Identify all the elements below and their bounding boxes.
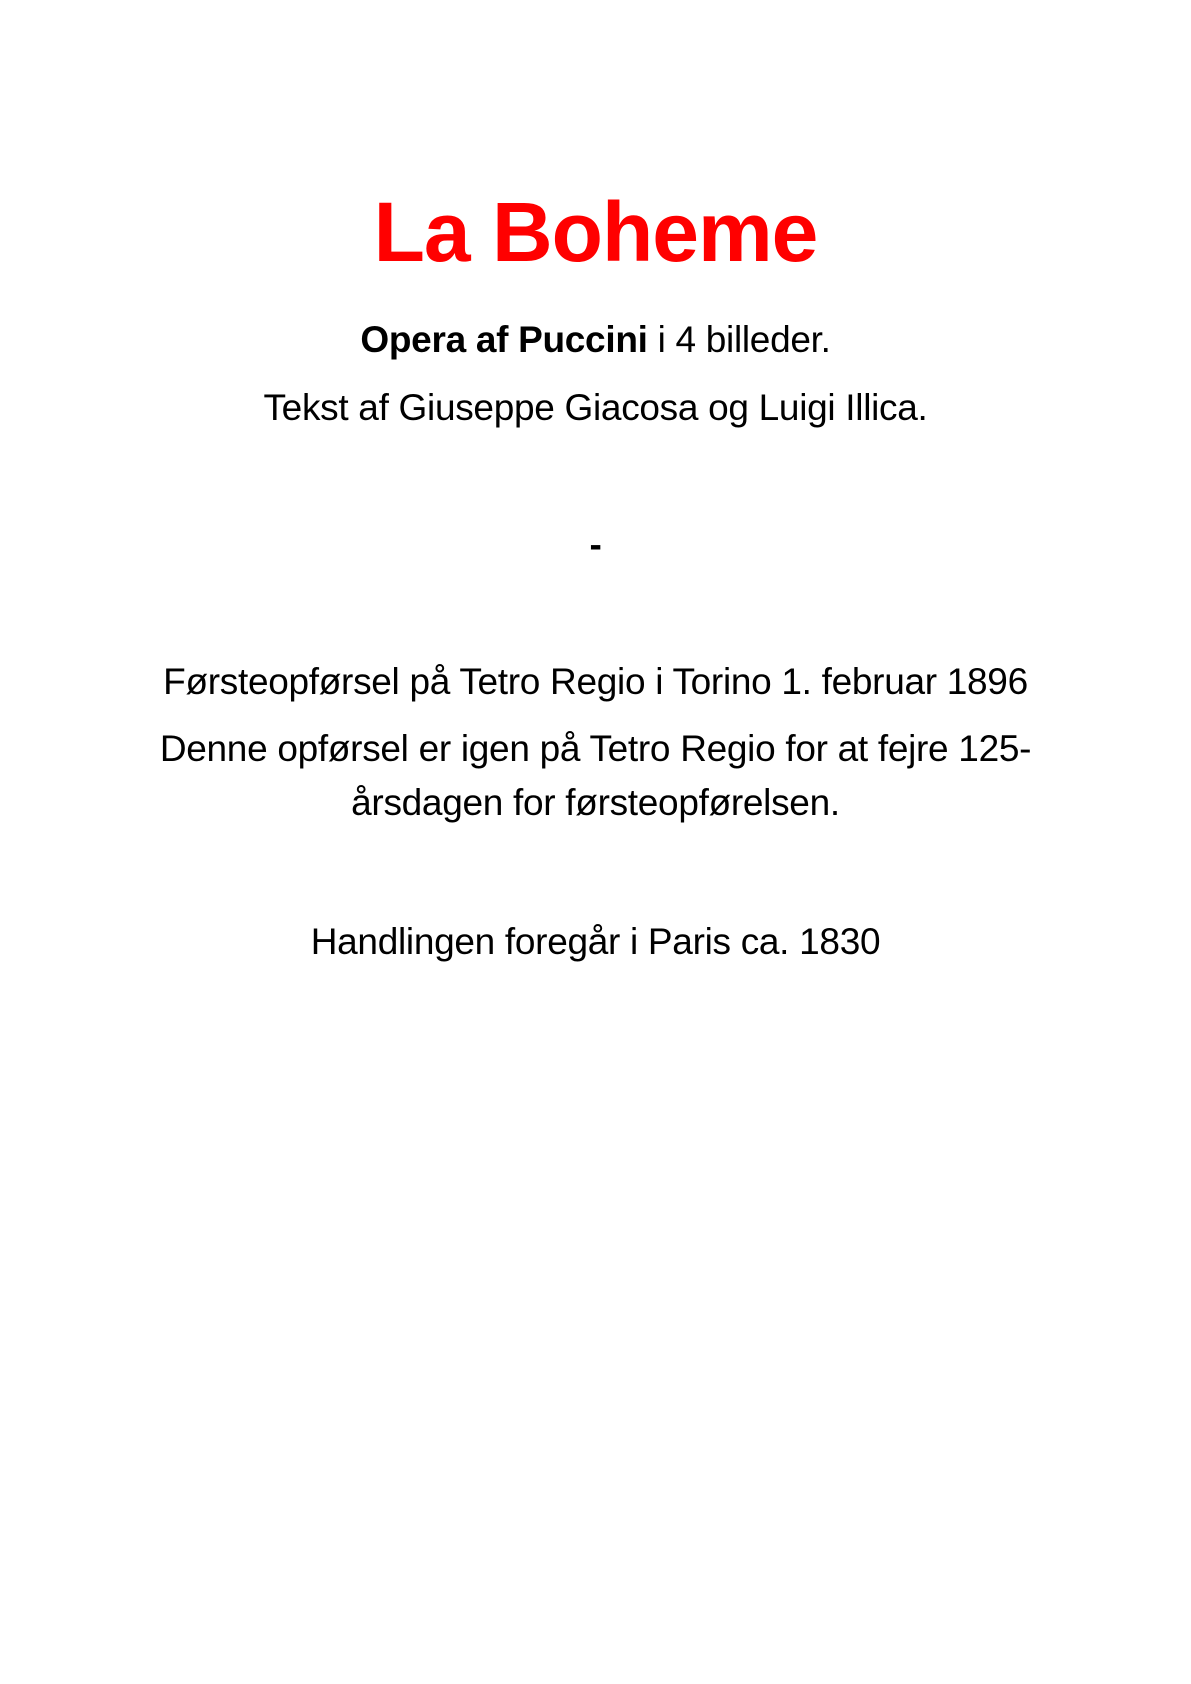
separator-dash: - [589, 524, 602, 565]
anniversary-paragraph [0, 722, 1191, 830]
anniversary-line-2: årsdagen for førsteopførelsen. [351, 782, 840, 823]
librettists-line: Tekst af Giuseppe Giacosa og Luigi Illica. [263, 387, 928, 428]
setting-line: Handlingen foregår i Paris ca. 1830 [310, 921, 881, 962]
page-title: La Boheme [373, 185, 818, 279]
byline-bold-text: Opera af Puccini [360, 319, 648, 360]
anniversary-line-1: Denne opførsel er igen på Tetro Regio for at fejre 125- [159, 728, 1032, 769]
byline [0, 313, 1191, 367]
byline-rest-text: i 4 billeder. [647, 319, 831, 360]
premiere-line: Førsteopførsel på Tetro Regio i Torino 1. februar 1896 [163, 661, 1028, 702]
